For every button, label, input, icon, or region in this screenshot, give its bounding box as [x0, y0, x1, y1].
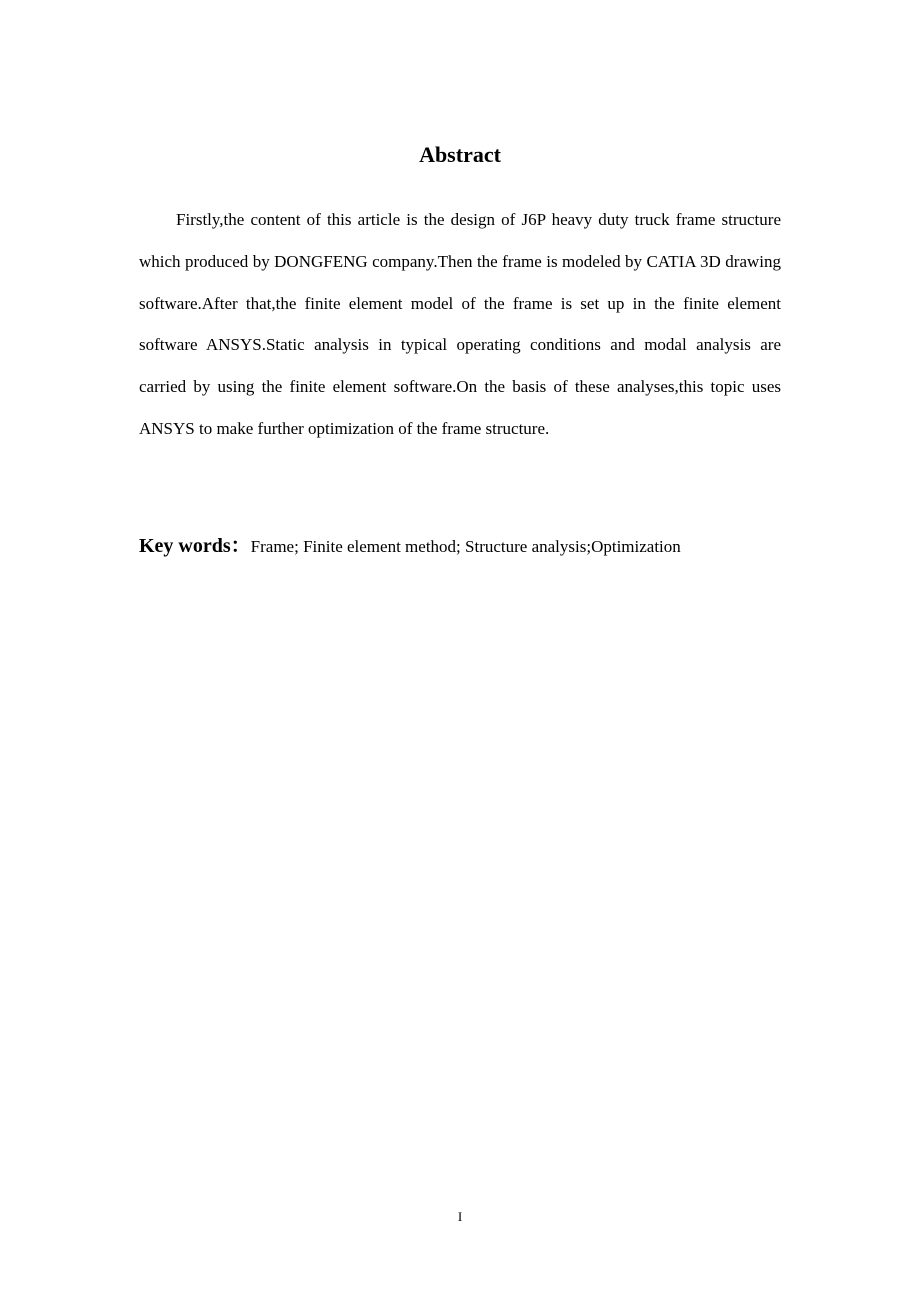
page-number: I — [457, 1209, 463, 1224]
keywords-line — [139, 530, 839, 564]
abstract-body: Firstly,the content of this article is the design of J6P heavy duty truck frame structure which produced by DONGFENG company.Then the frame is modeled by CATIA 3D drawing software.After that,the finite element model of the frame is set up in the finite element software ANSYS.Static analysis in typical operating conditions and modal analysis are carried by using the finite element software.On the basis of these analyses,this topic uses ANSYS to make further optimization of the frame structure. — [139, 210, 781, 438]
keywords-text: Frame; Finite element method; Structure analysis;Optimization — [250, 537, 681, 556]
abstract-title: Abstract — [419, 142, 501, 167]
keywords-label: Key words： — [139, 535, 251, 557]
